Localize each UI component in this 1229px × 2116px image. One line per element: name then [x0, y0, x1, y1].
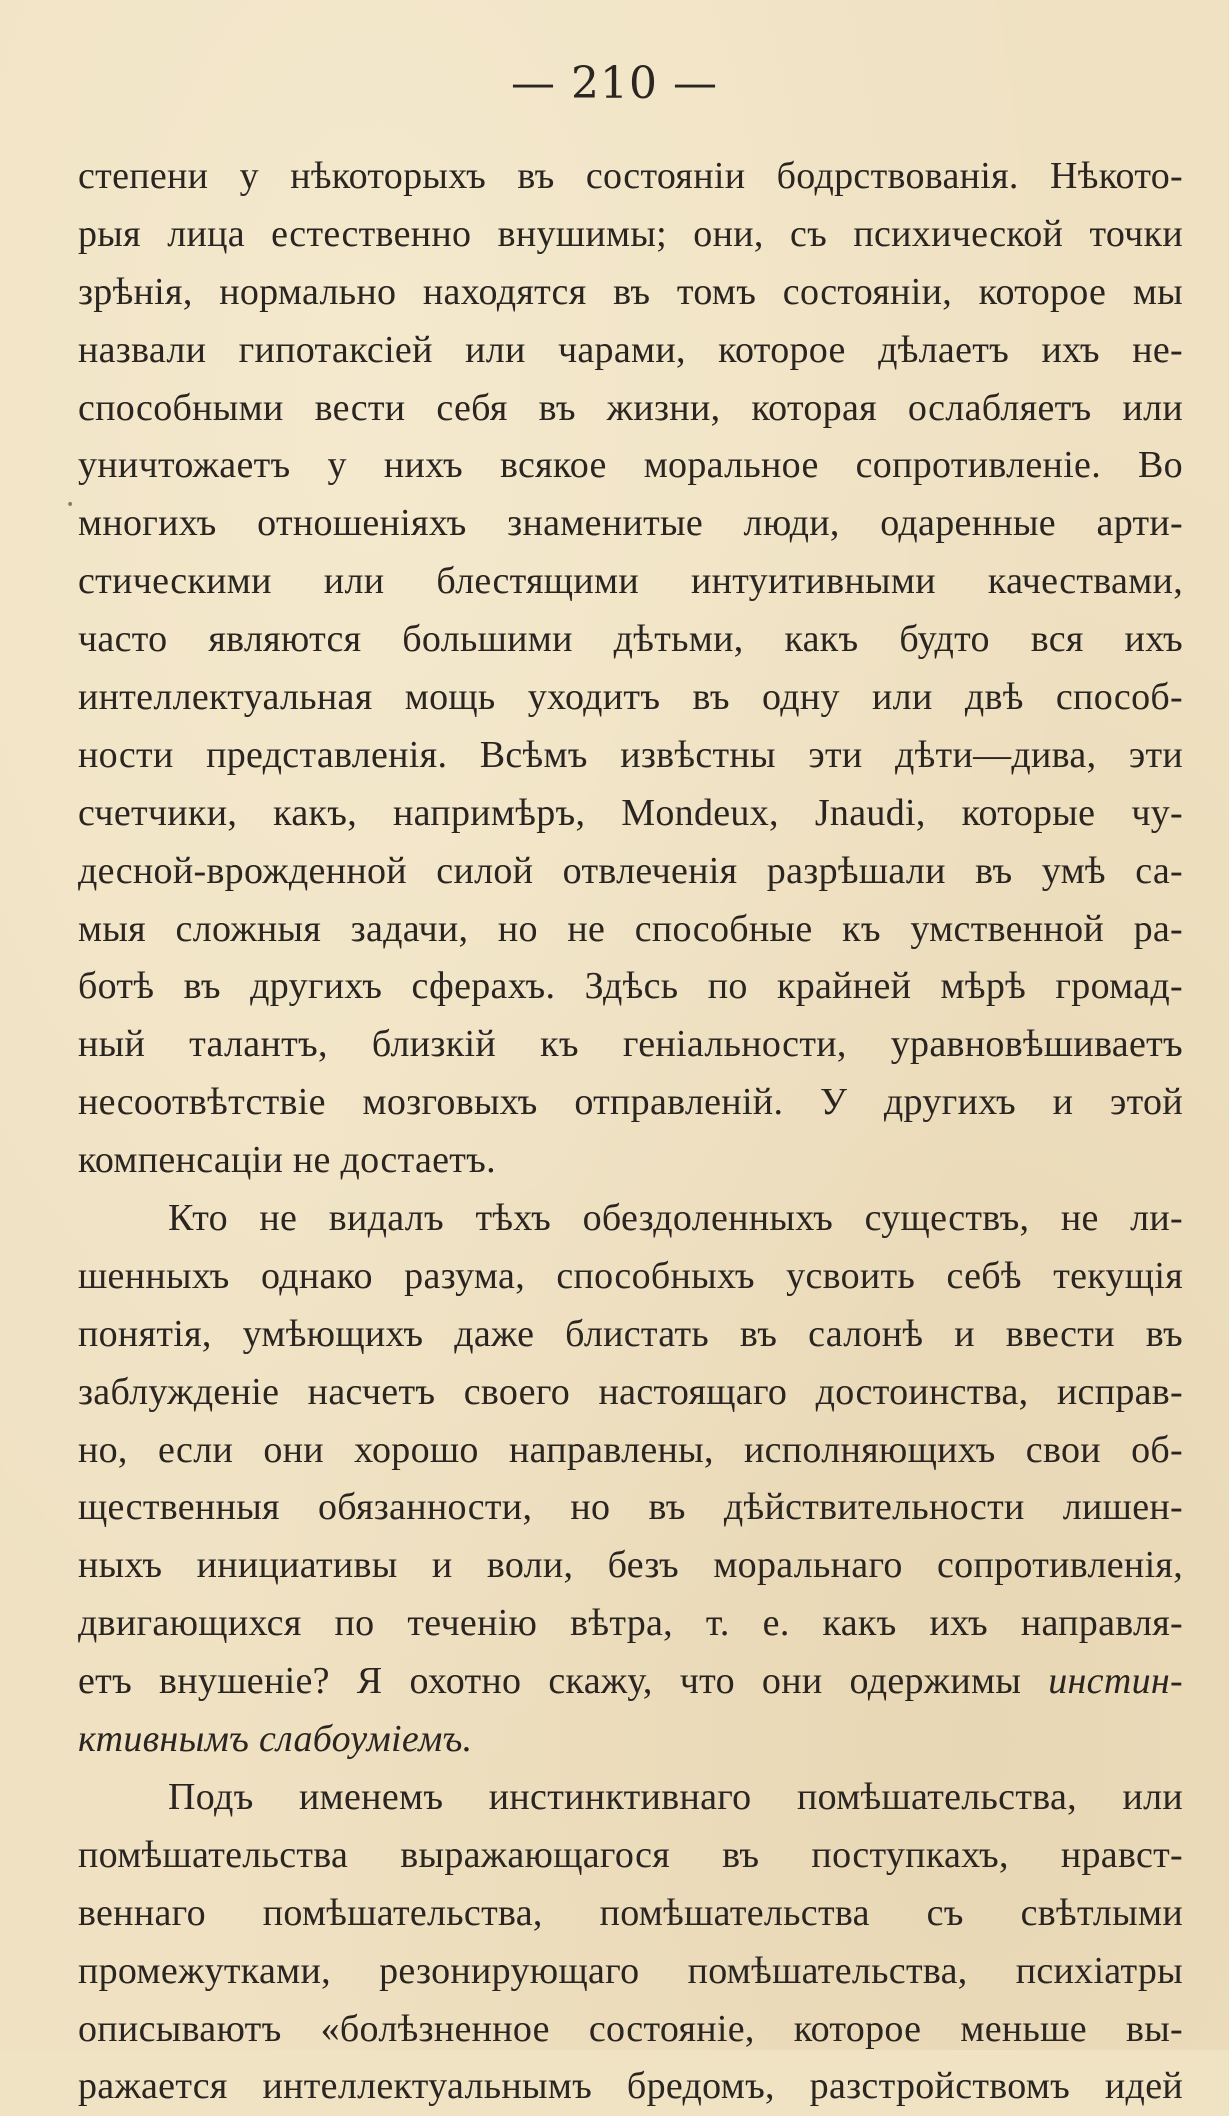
text-line-with-italic: [78, 1653, 1183, 1711]
text-line: щественныя обязанности, но въ дѣйствительности лишен-: [78, 1486, 1183, 1529]
text-line: степени у нѣкоторыхъ въ состояніи бодрствованія. Нѣкото-: [78, 155, 1183, 197]
text-line: двигающихся по теченію вѣтра, т. е. какъ ихъ направля-: [78, 1602, 1183, 1645]
text-line: уничтожаетъ у нихъ всякое моральное сопротивленіе. Во: [78, 444, 1183, 487]
text-line: ный талантъ, близкій къ геніальности, уравновѣшиваетъ: [78, 1023, 1183, 1066]
body-text: [78, 148, 1183, 2116]
italic-term-line: ктивнымъ слабоуміемъ.: [78, 1718, 473, 1761]
text-line: компенсаціи не достаетъ.: [78, 1139, 496, 1182]
text-line: но, если они хорошо направлены, исполняющихъ свои об-: [78, 1428, 1183, 1471]
text-line: заблужденіе насчетъ своего настоящаго достоинства, исправ-: [78, 1370, 1183, 1413]
text-line: ботѣ въ другихъ сферахъ. Здѣсь по крайней мѣрѣ громад-: [78, 965, 1183, 1008]
text-line: часто являются большими дѣтьми, какъ будто вся ихъ: [78, 618, 1183, 661]
text-line-segment: етъ внушеніе? Я охотно скажу, что они одержимы: [78, 1660, 1049, 1703]
text-line: ражается интеллектуальнымъ бредомъ, разстройствомъ идей: [78, 2065, 1183, 2108]
text-line: рыя лица естественно внушимы; они, съ психической точки: [78, 212, 1183, 255]
text-line: интеллектуальная мощь уходитъ въ одну или двѣ способ-: [78, 676, 1183, 719]
text-line: веннаго помѣшательства, помѣшательства съ свѣтлыми: [78, 1891, 1183, 1934]
text-line: многихъ отношеніяхъ знаменитые люди, одаренные арти-: [78, 502, 1183, 545]
ink-speck: •: [66, 497, 75, 513]
text-line: зрѣнія, нормально находятся въ томъ состояніи, которое мы: [78, 270, 1183, 313]
text-line: способными вести себя въ жизни, которая ослабляетъ или: [78, 386, 1183, 429]
text-line: промежутками, резонирующаго помѣшательства, психіатры: [78, 1949, 1183, 1992]
text-line: описываютъ «болѣзненное состояніе, которое меньше вы-: [78, 2007, 1183, 2050]
text-line: несоотвѣтствіе мозговыхъ отправленій. У другихъ и этой: [78, 1081, 1183, 1124]
text-line: понятія, умѣющихъ даже блистать въ салонѣ и ввести въ: [78, 1312, 1183, 1355]
text-line: помѣшательства выражающагося въ поступкахъ, нравст-: [78, 1833, 1183, 1876]
text-line: Кто не видалъ тѣхъ обездоленныхъ существъ, не ли-: [168, 1197, 1183, 1240]
text-line: Подъ именемъ инстинктивнаго помѣшательства, или: [168, 1775, 1183, 1818]
text-line: шенныхъ однако разума, способныхъ усвоить себѣ текущія: [78, 1254, 1183, 1297]
paragraph-2: [78, 1190, 1183, 1769]
text-line: назвали гипотаксіей или чарами, которое дѣлаетъ ихъ не-: [78, 328, 1183, 371]
paragraph-3: [78, 1769, 1183, 2116]
text-line: мыя сложныя задачи, но не способные къ умственной ра-: [78, 907, 1183, 950]
text-line: стическими или блестящими интуитивными качествами,: [78, 560, 1183, 603]
italic-term: инстин-: [1048, 1660, 1183, 1703]
text-line: десной-врожденной силой отвлеченія разрѣшали въ умѣ са-: [78, 849, 1183, 892]
page-number: — 210 —: [511, 58, 718, 109]
text-line: ности представленія. Всѣмъ извѣстны эти дѣти—дива, эти: [78, 733, 1183, 776]
text-line: ныхъ инициативы и воли, безъ моральнаго сопротивленія,: [78, 1544, 1183, 1587]
text-line: счетчики, какъ, напримѣръ, Mondeux, Jnaudi, которые чу-: [78, 791, 1183, 834]
paragraph-1: [78, 148, 1183, 1190]
